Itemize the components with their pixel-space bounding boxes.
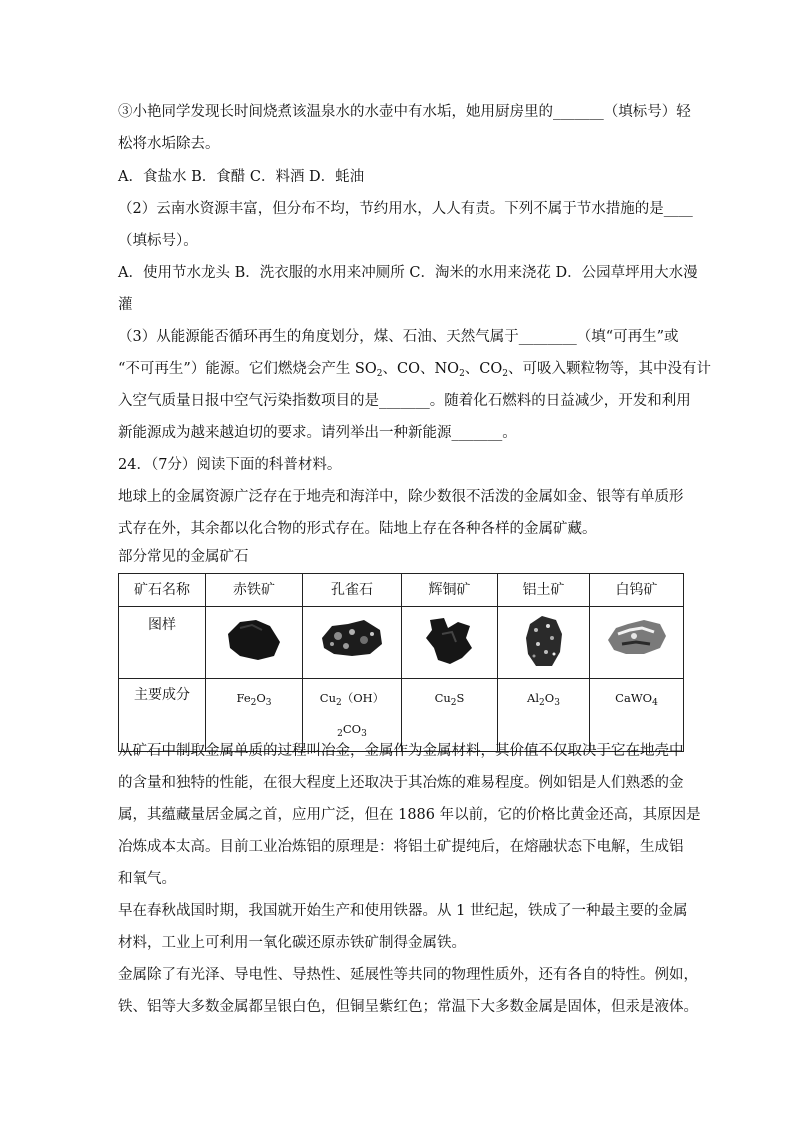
- q23-3b-line3: 入空气质量日报中空气污染指数项目的是_______。随着化石燃料的日益减少，开发和利用: [118, 393, 691, 409]
- formula-part: CaWO: [615, 691, 653, 705]
- ore-table: [118, 573, 684, 752]
- ore-name-hematite: 赤铁矿: [206, 574, 303, 607]
- formula-part: （OH）: [341, 691, 385, 705]
- formula-part: Al: [527, 691, 540, 705]
- ore-name-row: [119, 574, 684, 607]
- q23-3b-line1: （3）从能源能否循环再生的角度划分，煤、石油、天然气属于________（填“可再生”或: [118, 329, 679, 345]
- q23-3b-line2-b: 、CO、NO: [382, 361, 460, 377]
- ore-name-malachite: 孔雀石: [303, 574, 402, 607]
- formula-part: O: [544, 691, 555, 705]
- scheelite-ore-image: [604, 614, 670, 660]
- subscript: 2: [459, 369, 465, 379]
- subscript: 2: [539, 698, 545, 708]
- para2-line4: 冶炼成本太高。目前工业冶炼铝的原理是：将铝土矿提纯后，在熔融状态下电解，生成铝: [118, 839, 684, 855]
- q24-para1-line1: 地球上的金属资源广泛存在于地壳和海洋中，除少数很不活泼的金属如金、银等有单质形: [118, 489, 684, 505]
- subscript: 2: [376, 369, 383, 379]
- formula-part: CO: [342, 722, 362, 736]
- formula-part: O: [256, 691, 266, 705]
- row-label-component: 主要成分: [119, 679, 206, 752]
- formula-part: Fe: [236, 691, 251, 705]
- subscript: 4: [652, 698, 658, 708]
- hematite-ore-image: [222, 614, 286, 664]
- q23-2-line2: （填标号）。: [118, 233, 198, 249]
- ore-name-bauxite: 铝土矿: [498, 574, 590, 607]
- q23-3b-line2-a: “不可再生”）能源。它们燃烧会产生 SO: [118, 361, 377, 377]
- para2-line2: 的含量和独特的性能，在很大程度上还取决于其冶炼的难易程度。例如铝是人们熟悉的金: [118, 775, 684, 791]
- ore-name-scheelite: 白钨矿: [590, 574, 684, 607]
- ore-image-cell: [303, 607, 402, 679]
- ore-image-cell: [206, 607, 303, 679]
- subscript: 2: [502, 369, 509, 379]
- subscript: 3: [554, 698, 560, 708]
- q23-2-options-line2: 灌: [118, 297, 133, 313]
- para2-line1: 从矿石中制取金属单质的过程叫冶金，金属作为金属材料，其价值不仅取决于它在地壳中: [118, 743, 684, 759]
- row-label-image: 图样: [119, 607, 206, 679]
- ore-image-cell: [590, 607, 684, 679]
- subscript: 3: [361, 729, 367, 739]
- subscript: 2: [250, 698, 257, 708]
- ore-name-chalcocite: 辉铜矿: [402, 574, 498, 607]
- q24-heading: 24．（7分）阅读下面的科普材料。: [118, 457, 342, 473]
- para4-line2: 铁、铝等大多数金属都呈银白色，但铜呈紫红色；常温下大多数金属是固体，但汞是液体。: [118, 999, 698, 1015]
- q23-3-line2: 松将水垢除去。: [118, 136, 220, 152]
- q24-para1-line2: 式存在外，其余都以化合物的形式存在。陆地上存在各种各样的金属矿藏。: [118, 521, 597, 537]
- para3-line1: 早在春秋战国时期，我国就开始生产和使用铁器。从 1 世纪起，铁成了一种最主要的金属: [118, 903, 688, 919]
- q23-3-line1: ③小艳同学发现长时间烧煮该温泉水的水壶中有水垢，她用厨房里的_______（填标号）轻: [118, 104, 691, 120]
- formula-part: S: [456, 691, 465, 705]
- malachite-ore-image: [318, 614, 386, 664]
- subscript: 2: [336, 698, 342, 708]
- para3-line2: 材料，工业上可利用一氧化碳还原赤铁矿制得金属铁。: [118, 935, 466, 951]
- q23-3b-line2-c: 、CO: [464, 361, 503, 377]
- ore-image-row: [119, 607, 684, 679]
- bauxite-ore-image: [522, 614, 566, 670]
- q23-2-options-line1: A．使用节水龙头 B．洗衣服的水用来冲厕所 C．淘米的水用来浇花 D．公园草坪用大水漫: [118, 265, 698, 281]
- table-caption: 部分常见的金属矿石: [118, 549, 249, 565]
- ore-image-cell: [402, 607, 498, 679]
- subscript: 3: [265, 698, 272, 708]
- chalcocite-ore-image: [422, 614, 478, 668]
- q23-3-options: A．食盐水 B．食醋 C．料酒 D．蚝油: [118, 169, 365, 185]
- q23-3b-line2-d: 、可吸入颗粒物等，其中没有计: [508, 361, 712, 377]
- subscript: 2: [337, 729, 343, 739]
- para2-line5: 和氧气。: [118, 871, 176, 887]
- q23-2-line1: （2）云南水资源丰富，但分布不均，节约用水，人人有责。下列不属于节水措施的是____: [118, 201, 693, 217]
- para4-line1: 金属除了有光泽、导电性、导热性、延展性等共同的物理性质外，还有各自的特性。例如，: [118, 967, 698, 983]
- formula-part: Cu: [319, 691, 336, 705]
- ore-image-cell: [498, 607, 590, 679]
- subscript: 2: [450, 698, 457, 708]
- q23-3b-line2: [118, 359, 711, 384]
- q23-3b-line4: 新能源成为越来越迫切的要求。请列举出一种新能源_______。: [118, 425, 517, 441]
- para2-line3: 属，其蕴藏量居金属之首，应用广泛，但在 1886 年以前，它的价格比黄金还高，其原因是: [118, 807, 701, 823]
- row-label-name: 矿石名称: [119, 574, 206, 607]
- formula-part: Cu: [434, 691, 451, 705]
